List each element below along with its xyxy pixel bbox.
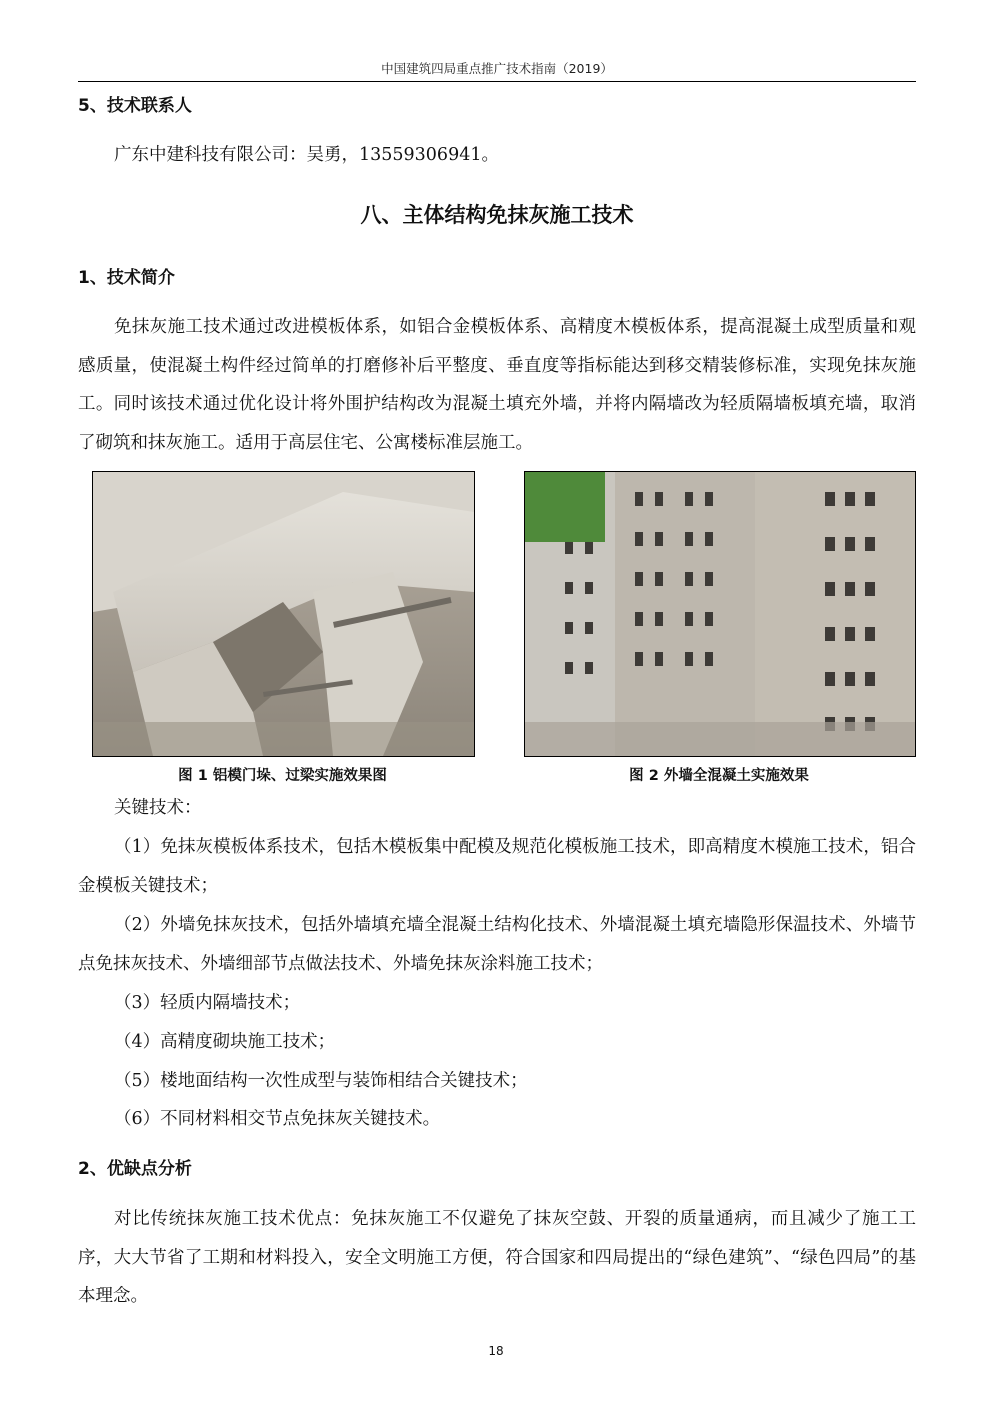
section-title: 八、主体结构免抹灰施工技术 bbox=[360, 203, 634, 227]
header-rule bbox=[78, 81, 916, 82]
running-header: 中国建筑四局重点推广技术指南（2019） bbox=[381, 61, 613, 76]
figure-2-illustration bbox=[525, 472, 915, 756]
key-tech-label: 关键技术： bbox=[114, 798, 202, 818]
key-tech-item: （5）楼地面结构一次性成型与装饰相结合关键技术； bbox=[114, 1071, 528, 1091]
figure-2-photo bbox=[524, 471, 916, 757]
analysis-paragraph: 对比传统抹灰施工技术优点：免抹灰施工不仅避免了抹灰空鼓、开裂的质量通病，而且减少了施工工序，大大节省了工期和材料投入，安全文明施工方便，符合国家和四局提出的“绿色建筑”、“绿色四局”的基本理念。 bbox=[78, 1209, 916, 1306]
contact-heading: 5、技术联系人 bbox=[78, 96, 192, 116]
page-number: 18 bbox=[488, 1344, 504, 1358]
intro-heading: 1、技术简介 bbox=[78, 268, 175, 288]
key-tech-item: （1）免抹灰模板体系技术，包括木模板集中配模及规范化模板施工技术，即高精度木模施工技术，铝合金模板关键技术； bbox=[78, 837, 916, 896]
figure-1-caption: 图 1 铝模门垛、过梁实施效果图 bbox=[178, 768, 387, 784]
key-tech-item: （2）外墙免抹灰技术，包括外墙填充墙全混凝土结构化技术、外墙混凝土填充墙隐形保温技术、外墙节点免抹灰技术、外墙细部节点做法技术、外墙免抹灰涂料施工技术； bbox=[78, 915, 916, 974]
figure-2-caption: 图 2 外墙全混凝土实施效果 bbox=[629, 768, 809, 784]
key-tech-item: （6）不同材料相交节点免抹灰关键技术。 bbox=[114, 1109, 441, 1129]
contact-text: 广东中建科技有限公司：吴勇，13559306941。 bbox=[114, 145, 499, 165]
key-tech-item: （4）高精度砌块施工技术； bbox=[114, 1032, 336, 1052]
intro-paragraph: 免抹灰施工技术通过改进模板体系，如铝合金模板体系、高精度木模板体系，提高混凝土成型质量和观感质量，使混凝土构件经过简单的打磨修补后平整度、垂直度等指标能达到移交精装修标准，实现免抹灰施工。同时该技术通过优化设计将外围护结构改为混凝土填充外墙，并将内隔墙改为轻质隔墙板填充墙，取消了砌筑和抹灰施工。适用于高层住宅、公寓楼标准层施工。 bbox=[78, 317, 916, 453]
analysis-heading: 2、优缺点分析 bbox=[78, 1159, 192, 1179]
figure-1-photo bbox=[92, 471, 475, 757]
key-tech-item: （3）轻质内隔墙技术； bbox=[114, 993, 301, 1013]
figure-1-illustration bbox=[93, 472, 474, 756]
